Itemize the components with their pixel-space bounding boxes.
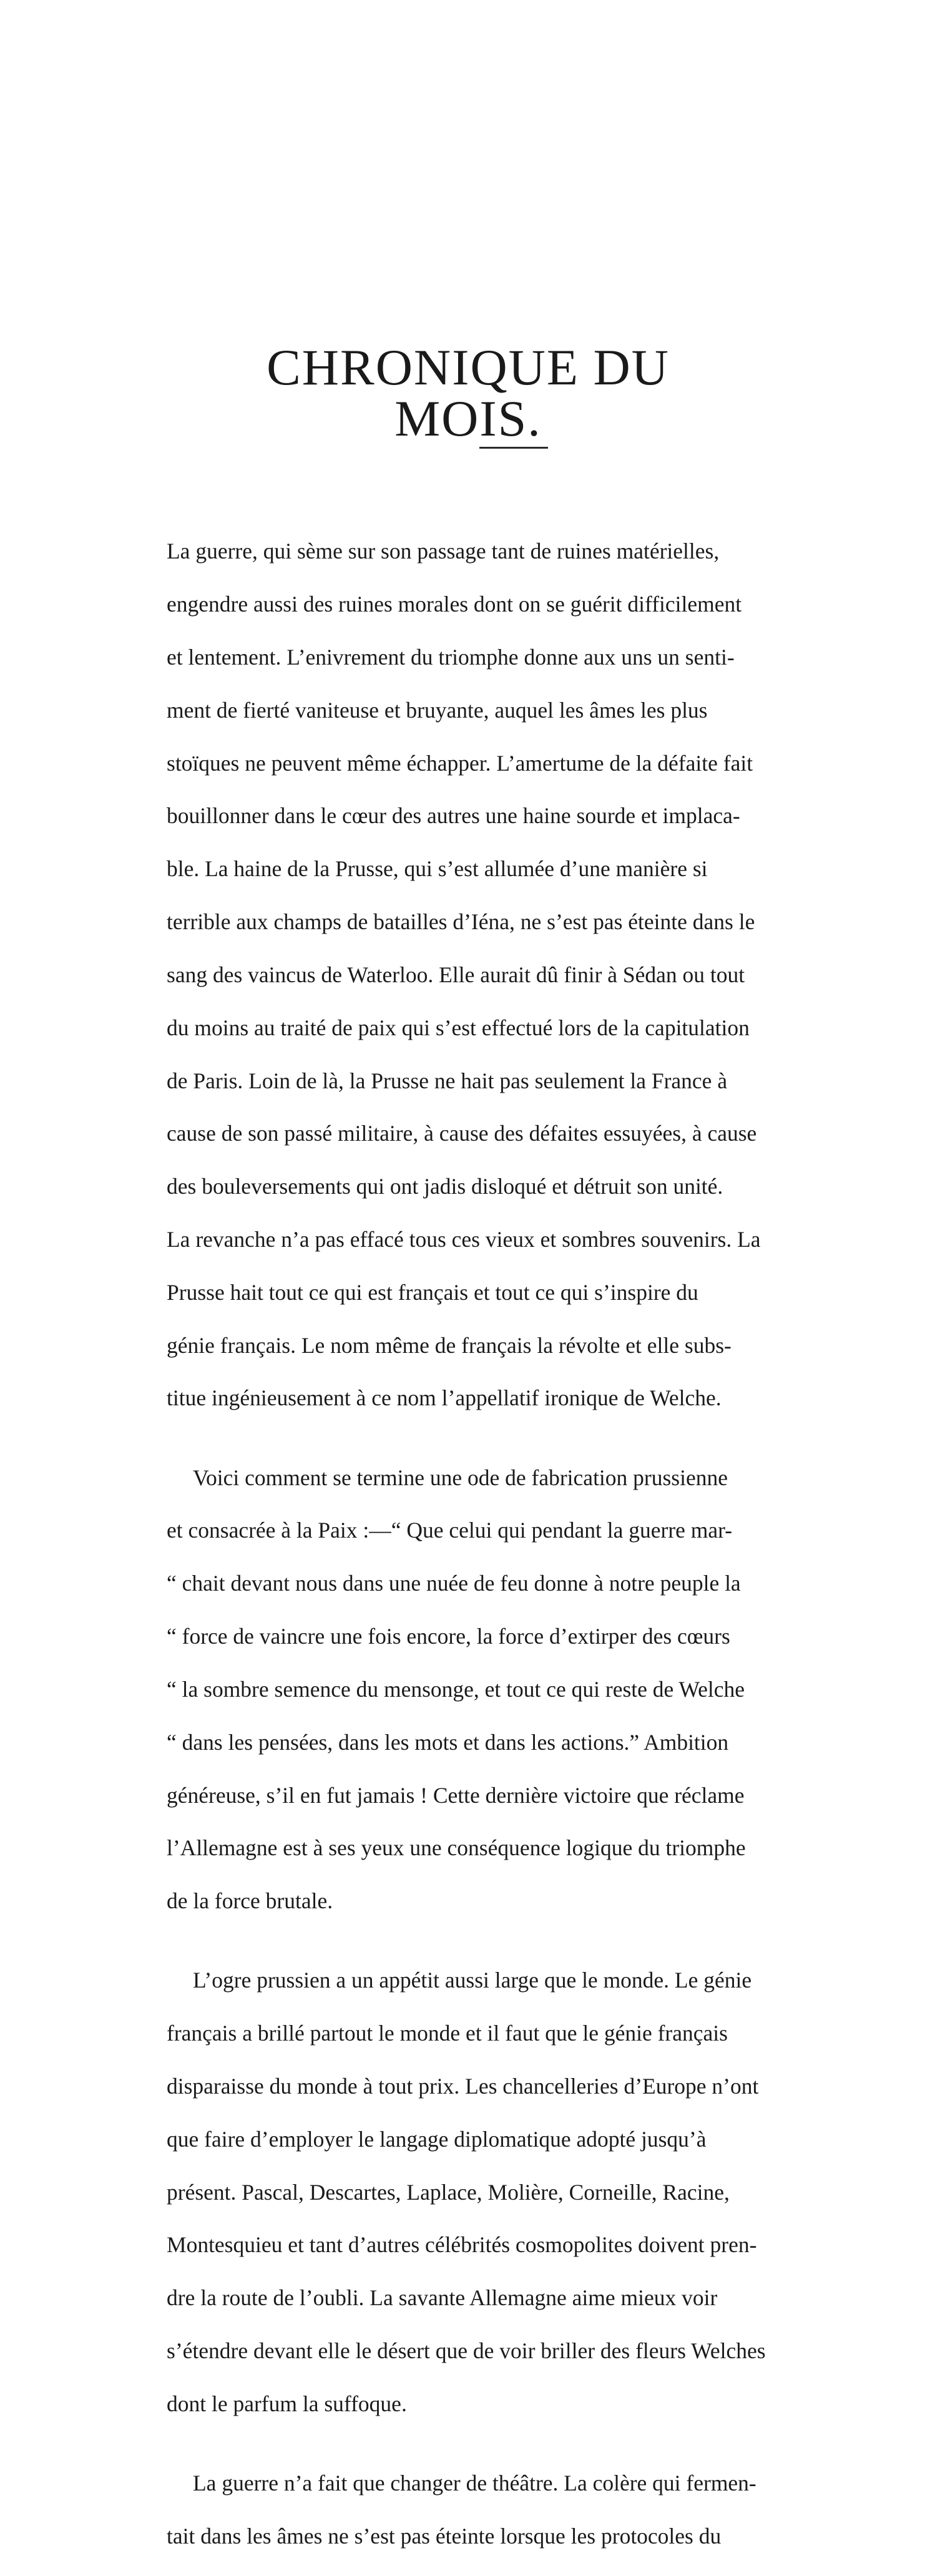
text-line: L’ogre prussien a un appétit aussi large que le monde. Le génie xyxy=(193,1968,752,1993)
text-line: s’étendre devant elle le désert que de voir briller des fleurs Welches xyxy=(167,2338,766,2364)
text-line: ble. La haine de la Prusse, qui s’est allumée d’une manière si xyxy=(167,856,708,882)
text-line: sang des vaincus de Waterloo. Elle aurait dû finir à Sédan ou tout xyxy=(167,962,745,987)
text-line: Voici comment se termine une ode de fabrication prussienne xyxy=(193,1465,728,1490)
text-line: l’Allemagne est à ses yeux une conséquence logique du triomphe xyxy=(167,1835,746,1861)
paragraph-2 xyxy=(140,1438,899,1941)
paragraph-3 xyxy=(140,1941,899,2444)
text-line: “ dans les pensées, dans les mots et dans les actions.” Ambition xyxy=(167,1729,729,1755)
text-line: de Paris. Loin de là, la Prusse ne hait pas seulement la France à xyxy=(167,1068,728,1093)
text-line: “ chait devant nous dans une nuée de feu donne à notre peuple la xyxy=(167,1571,741,1596)
text-line: La revanche n’a pas effacé tous ces vieux et sombres souvenirs. La xyxy=(167,1226,761,1252)
chapter-title: CHRONIQUE DU MOIS. xyxy=(267,339,670,447)
text-line: Montesquieu et tant d’autres célébrités cosmopolites doivent pren- xyxy=(167,2232,757,2258)
paragraph-1 xyxy=(140,512,899,1438)
text-line: français a brillé partout le monde et il faut que le génie français xyxy=(167,2021,728,2046)
text-line: terrible aux champs de batailles d’Iéna, ne s’est pas éteinte dans le xyxy=(167,909,755,935)
text-line: titue ingénieusement à ce nom l’appellatif ironique de Welche. xyxy=(167,1385,722,1411)
text-line: “ force de vaincre une fois encore, la force d’extirper des cœurs xyxy=(167,1624,730,1649)
text-line: disparaisse du monde à tout prix. Les chancelleries d’Europe n’ont xyxy=(167,2073,759,2099)
text-line: dont le parfum la suffoque. xyxy=(167,2391,407,2416)
text-line: du moins au traité de paix qui s’est effectué lors de la capitulation xyxy=(167,1015,750,1040)
text-line: et consacrée à la Paix :—“ Que celui qui pendant la guerre mar- xyxy=(167,1518,733,1543)
text-line: cause de son passé militaire, à cause des défaites essuyées, à cause xyxy=(167,1121,757,1146)
text-line: dre la route de l’oubli. La savante Allemagne aime mieux voir xyxy=(167,2285,718,2311)
text-line: généreuse, s’il en fut jamais ! Cette dernière victoire que réclame xyxy=(167,1782,745,1808)
text-line: présent. Pascal, Descartes, Laplace, Molière, Corneille, Racine, xyxy=(167,2179,730,2205)
text-line: et lentement. L’enivrement du triomphe donne aux uns un senti- xyxy=(167,645,735,670)
text-line: stoïques ne peuvent même échapper. L’amertume de la défaite fait xyxy=(167,750,753,776)
text-line: des bouleversements qui ont jadis disloqué et détruit son unité. xyxy=(167,1174,723,1199)
text-line: “ la sombre semence du mensonge, et tout ce qui reste de Welche xyxy=(167,1676,745,1702)
text-line: génie français. Le nom même de français la révolte et elle subs- xyxy=(167,1332,732,1358)
text-line: engendre aussi des ruines morales dont on se guérit difficilement xyxy=(167,592,742,617)
text-line: Prusse hait tout ce qui est français et tout ce qui s’inspire du xyxy=(167,1279,698,1305)
text-line: ment de fierté vaniteuse et bruyante, auquel les âmes les plus xyxy=(167,697,708,723)
text-line: La guerre, qui sème sur son passage tant de ruines matérielles, xyxy=(167,539,720,564)
text-line: de la force brutale. xyxy=(167,1888,333,1914)
title-divider xyxy=(479,447,548,449)
text-line: que faire d’employer le langage diplomatique adopté jusqu’à xyxy=(167,2126,707,2152)
paragraph-4 xyxy=(140,2444,899,2576)
text-line: bouillonner dans le cœur des autres une haine sourde et implaca- xyxy=(167,803,740,829)
text-line: tait dans les âmes ne s’est pas éteinte lorsque les protocoles du xyxy=(167,2523,722,2549)
text-line: La guerre n’a fait que changer de théâtre. La colère qui fermen- xyxy=(193,2471,756,2496)
body-text xyxy=(140,512,899,2576)
